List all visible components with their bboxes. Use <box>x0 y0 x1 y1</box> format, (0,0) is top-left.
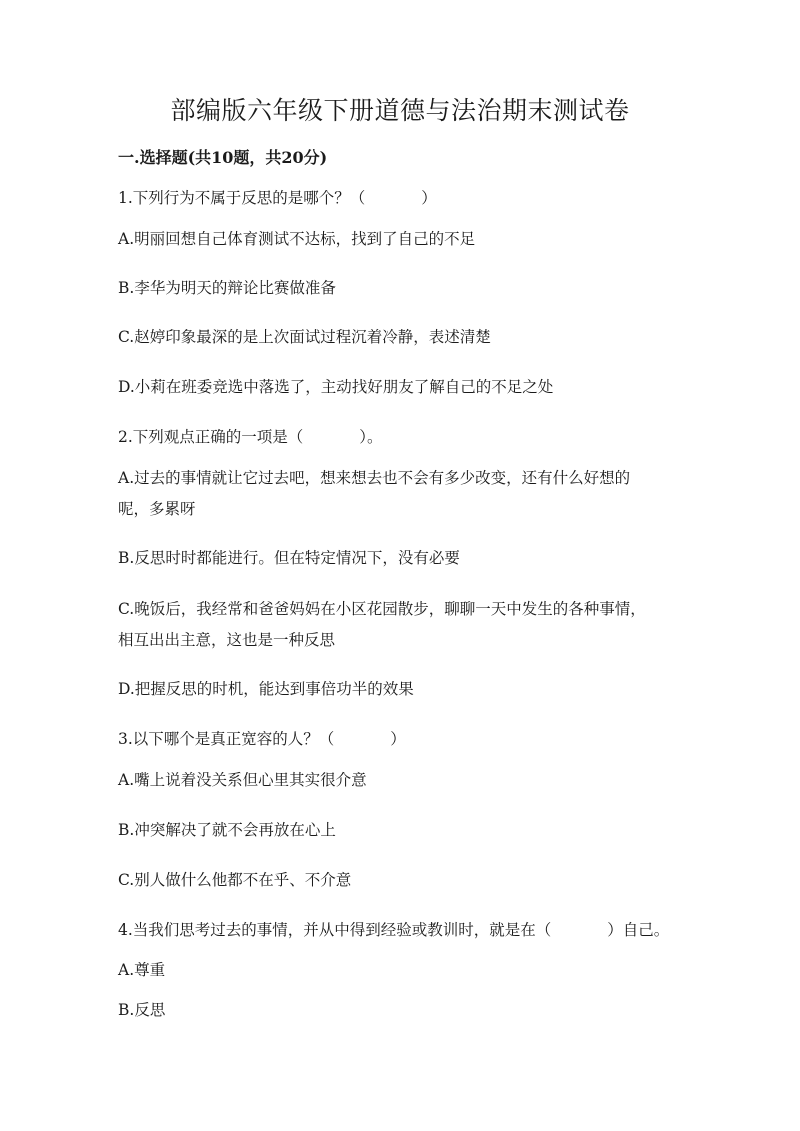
question-4-stem-end: ）自己。 <box>607 921 670 939</box>
question-2-option-a: A.过去的事情就让它过去吧，想来想去也不会有多少改变，还有什么好想的 <box>118 469 631 487</box>
question-1-option-a: A.明丽回想自己体育测试不达标，找到了自己的不足 <box>118 230 476 248</box>
question-1-stem-end: ） <box>421 189 437 207</box>
question-1-option-c: C.赵婷印象最深的是上次面试过程沉着冷静，表述清楚 <box>118 328 491 346</box>
question-3-stem-end: ） <box>390 730 406 748</box>
question-2-option-b: B.反思时时都能进行。但在特定情况下，没有必要 <box>118 549 460 567</box>
question-2-option-c: C.晚饭后，我经常和爸爸妈妈在小区花园散步，聊聊一天中发生的各种事情， <box>118 600 646 618</box>
question-4-option-a: A.尊重 <box>118 961 166 979</box>
question-2-stem-text: 2.下列观点正确的一项是（ <box>118 428 304 446</box>
question-2-option-c-continued: 相互出出主意，这也是一种反思 <box>118 631 336 649</box>
section-heading: 一.选择题(共10题，共20分) <box>118 148 328 167</box>
question-3-option-c: C.别人做什么他都不在乎、不介意 <box>118 871 352 889</box>
question-1-option-d: D.小莉在班委竞选中落选了，主动找好朋友了解自己的不足之处 <box>118 378 554 396</box>
question-2-stem <box>118 425 688 449</box>
question-3-stem-text: 3.以下哪个是真正宽容的人？（ <box>118 730 335 748</box>
question-3-option-b: B.冲突解决了就不会再放在心上 <box>118 821 336 839</box>
question-4-stem-text: 4.当我们思考过去的事情，并从中得到经验或教训时，就是在（ <box>118 921 552 939</box>
exam-title: 部编版六年级下册道德与法治期末测试卷 <box>170 96 630 125</box>
question-1-option-b: B.李华为明天的辩论比赛做准备 <box>118 279 336 297</box>
question-2-option-d: D.把握反思的时机，能达到事倍功半的效果 <box>118 680 414 698</box>
question-3-option-a: A.嘴上说着没关系但心里其实很介意 <box>118 771 367 789</box>
question-4-option-b: B.反思 <box>118 1001 166 1019</box>
question-1-stem <box>118 186 688 210</box>
question-1-stem-text: 1.下列行为不属于反思的是哪个？（ <box>118 189 366 207</box>
question-4-stem <box>118 918 688 942</box>
question-2-option-a-continued: 呢，多累呀 <box>118 500 196 518</box>
question-2-stem-end: ）。 <box>359 428 383 446</box>
question-3-stem <box>118 727 688 751</box>
